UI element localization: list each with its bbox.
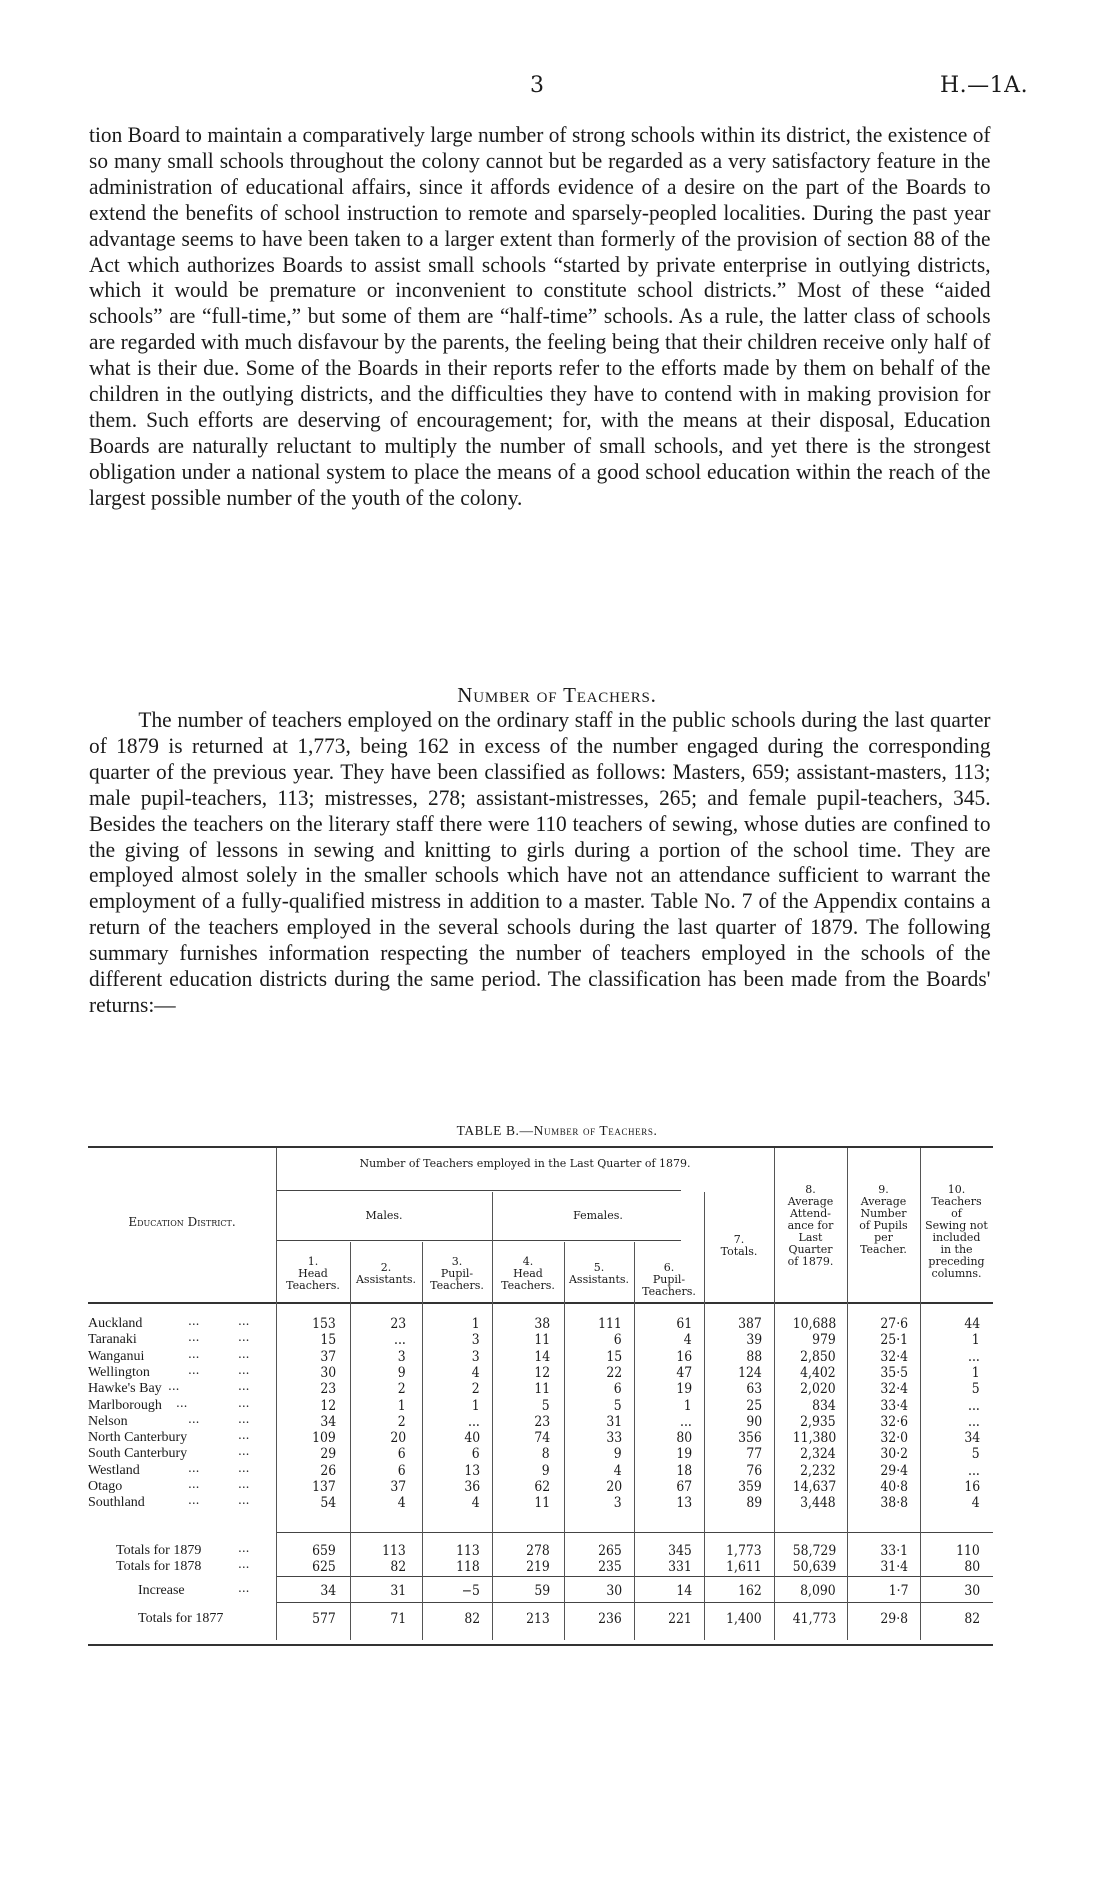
cell-col10: 44 (964, 1316, 980, 1332)
cell-col6: ... (680, 1413, 692, 1430)
cell-col5: 111 (598, 1316, 622, 1332)
leader-dots: ... (238, 1346, 250, 1361)
header-education-district: Education District. (128, 1215, 236, 1229)
cell-col4: 11 (534, 1381, 550, 1398)
header-col3-pupil-teachers (422, 1256, 492, 1292)
cell-col8: 3,448 (800, 1495, 836, 1512)
header-line: in the (940, 1243, 973, 1256)
cell-col10: 16 (964, 1479, 980, 1495)
header-line: Teacher. (860, 1243, 907, 1256)
cell-col5: 31 (606, 1413, 622, 1430)
cell-col2: 2 (398, 1381, 406, 1398)
table-row (88, 1330, 993, 1349)
cell-col10: 1 (972, 1364, 980, 1381)
leader-dots: ... (238, 1460, 250, 1475)
header-col1-head-teachers (276, 1256, 350, 1292)
cell-col9: 32·4 (880, 1348, 908, 1365)
cell-col5: 4 (614, 1462, 622, 1479)
table-row (88, 1411, 993, 1430)
cell-col1: 26 (320, 1462, 336, 1479)
teachers-table (88, 1146, 993, 1626)
header-line: 6. (663, 1261, 675, 1274)
cell-col2: 31 (390, 1583, 406, 1599)
cell-col9: 32·6 (880, 1413, 908, 1430)
leader-dots: ... (238, 1493, 250, 1508)
cell-col8: 979 (812, 1332, 836, 1349)
cell-col10: 4 (972, 1495, 980, 1512)
cell-col4: 213 (526, 1611, 550, 1627)
table-rule (276, 1190, 681, 1191)
header-line: Last (798, 1231, 823, 1244)
cell-col9: 31·4 (880, 1559, 908, 1575)
cell-col7: 124 (738, 1364, 762, 1381)
header-line: 7. (733, 1233, 745, 1246)
cell-col2: 1 (398, 1397, 406, 1414)
cell-col4: 14 (534, 1348, 550, 1365)
table-row (88, 1362, 993, 1381)
cell-col4: 74 (534, 1430, 550, 1447)
cell-col9: 33·4 (880, 1397, 908, 1414)
cell-col9: 27·6 (880, 1316, 908, 1332)
header-line: Quarter (788, 1243, 833, 1256)
cell-col10: ... (968, 1397, 980, 1414)
header-line: of 1879. (787, 1255, 834, 1268)
cell-col7: 356 (738, 1430, 762, 1447)
cell-col2: 113 (382, 1543, 406, 1559)
cell-col5: 265 (598, 1543, 622, 1559)
cell-col4: 5 (542, 1397, 550, 1414)
header-line: 1. (307, 1255, 319, 1268)
header-line: 4. (522, 1255, 534, 1268)
leader-dots: ... (238, 1581, 250, 1595)
cell-col4: 278 (526, 1543, 550, 1559)
header-line: 5. (593, 1261, 605, 1274)
cell-col10: ... (968, 1413, 980, 1430)
leader-dots: ... (188, 1314, 200, 1328)
table-caption (0, 1123, 1114, 1139)
cell-col5: 30 (606, 1583, 622, 1599)
cell-col8: 4,402 (800, 1364, 836, 1381)
leader-dots: ... (238, 1395, 250, 1410)
header-col9-pupils-per-teacher (847, 1184, 920, 1256)
header-line: Head (298, 1267, 328, 1280)
row-label: Westland (88, 1462, 140, 1478)
cell-col8: 14,637 (792, 1479, 836, 1495)
cell-col5: 6 (614, 1332, 622, 1349)
cell-col1: 34 (320, 1413, 336, 1430)
table-row (88, 1479, 993, 1493)
cell-col6: 13 (676, 1495, 692, 1512)
cell-col10: 30 (964, 1583, 980, 1599)
cell-col2: 20 (390, 1430, 406, 1447)
cell-col1: 29 (320, 1446, 336, 1463)
table-row (88, 1379, 993, 1398)
cell-col10: 110 (956, 1543, 980, 1559)
header-line: Number (860, 1207, 907, 1220)
cell-col4: 11 (534, 1332, 550, 1349)
header-line: Teachers. (286, 1279, 340, 1292)
cell-col7: 162 (738, 1583, 762, 1599)
cell-col2: 2 (398, 1413, 406, 1430)
leader-dots: ... (188, 1477, 200, 1491)
table-row (88, 1395, 993, 1414)
cell-col5: 9 (614, 1446, 622, 1463)
cell-col2: 23 (390, 1316, 406, 1332)
cell-col10: 82 (964, 1611, 980, 1627)
row-label: Wanganui (88, 1348, 145, 1364)
cell-col4: 59 (534, 1583, 550, 1599)
cell-col6: 47 (676, 1364, 692, 1381)
leader-dots: ... (238, 1330, 250, 1345)
cell-col6: 1 (684, 1397, 692, 1414)
header-line: Head (513, 1267, 543, 1280)
cell-col9: 25·1 (880, 1332, 908, 1349)
cell-col7: 25 (746, 1397, 762, 1414)
row-label: Southland (88, 1495, 145, 1511)
header-line: 10. (947, 1183, 966, 1196)
cell-col1: 37 (320, 1348, 336, 1365)
header-line: columns. (931, 1267, 982, 1280)
cell-col2: 82 (390, 1559, 406, 1575)
cell-col3: −5 (461, 1583, 480, 1599)
cell-col4: 219 (526, 1559, 550, 1575)
row-label: Taranaki (88, 1332, 137, 1348)
totals-row (88, 1543, 993, 1557)
header-col6-pupil-teachers (634, 1262, 704, 1298)
leader-dots: ... (238, 1411, 250, 1426)
cell-col3: 13 (464, 1462, 480, 1479)
cell-col1: 625 (312, 1559, 336, 1575)
cell-col5: 33 (606, 1430, 622, 1447)
leader-dots: ... (238, 1379, 250, 1394)
cell-col1: 54 (320, 1495, 336, 1512)
row-label: Wellington (88, 1364, 150, 1380)
leader-dots: ... (238, 1444, 250, 1459)
header-line: preceding (928, 1255, 985, 1268)
leader-dots: ... (188, 1493, 200, 1508)
header-number-of-teachers: Number of Teachers employed in the Last Quarter of 1879. (359, 1157, 691, 1170)
cell-col8: 2,324 (800, 1446, 836, 1463)
cell-col5: 236 (598, 1611, 622, 1627)
row-label: Totals for 1879 (116, 1543, 202, 1558)
cell-col3: 118 (456, 1559, 480, 1575)
cell-col7: 1,611 (726, 1559, 762, 1575)
leader-dots: ... (238, 1477, 250, 1491)
cell-col10: 34 (964, 1430, 980, 1447)
header-line: Assistants. (568, 1273, 630, 1286)
cell-col6: 80 (676, 1430, 692, 1447)
row-label: North Canterbury (88, 1430, 188, 1446)
cell-col3: 40 (464, 1430, 480, 1447)
cell-col4: 11 (534, 1495, 550, 1512)
cell-col9: 38·8 (880, 1495, 908, 1512)
cell-col7: 88 (746, 1348, 762, 1365)
table-rule (276, 1240, 681, 1241)
header-line: Teachers. (430, 1279, 484, 1292)
leader-dots: ... (188, 1460, 200, 1475)
page-number: 3 (530, 73, 544, 98)
cell-col8: 41,773 (792, 1611, 836, 1627)
cell-col7: 1,773 (726, 1543, 762, 1559)
paragraph-aided-schools (89, 122, 991, 511)
cell-col7: 359 (738, 1479, 762, 1495)
cell-col2: ... (394, 1332, 406, 1349)
header-line: Teachers (931, 1195, 982, 1208)
cell-col9: 33·1 (880, 1543, 908, 1559)
cell-col10: 80 (964, 1559, 980, 1575)
cell-col6: 67 (676, 1479, 692, 1495)
cell-col3: ... (468, 1413, 480, 1430)
table-header-bottom-rule (88, 1302, 993, 1304)
header-line: of (951, 1207, 962, 1220)
header-line: included (932, 1231, 981, 1244)
leader-dots: ... (188, 1346, 200, 1361)
document-reference: H.—1A. (940, 73, 1029, 98)
cell-col9: 30·2 (880, 1446, 908, 1463)
cell-col7: 387 (738, 1316, 762, 1332)
header-line: Teachers. (501, 1279, 555, 1292)
cell-col8: 10,688 (792, 1316, 836, 1332)
cell-col4: 12 (534, 1364, 550, 1381)
cell-col7: 90 (746, 1413, 762, 1430)
cell-col7: 39 (746, 1332, 762, 1349)
cell-col8: 2,020 (800, 1381, 836, 1398)
row-label: Increase (138, 1583, 185, 1598)
header-line: Pupil- (440, 1267, 474, 1280)
header-line: 8. (805, 1183, 816, 1196)
cell-col1: 577 (312, 1611, 336, 1627)
cell-col2: 6 (398, 1446, 406, 1463)
leader-dots: ... (188, 1411, 200, 1426)
header-line: Assistants. (355, 1273, 417, 1286)
cell-col4: 9 (542, 1462, 550, 1479)
cell-col3: 36 (464, 1479, 480, 1495)
cell-col3: 4 (472, 1495, 480, 1512)
cell-col3: 1 (472, 1316, 480, 1332)
cell-col2: 4 (398, 1495, 406, 1512)
leader-dots: ... (238, 1314, 250, 1328)
table-row (88, 1493, 993, 1512)
cell-col8: 834 (812, 1397, 836, 1414)
totals-row (88, 1559, 993, 1573)
cell-col6: 14 (676, 1583, 692, 1599)
totals-1877-row (88, 1611, 993, 1625)
cell-col10: ... (968, 1348, 980, 1365)
header-col4-head-teachers (492, 1256, 564, 1292)
cell-col3: 2 (472, 1381, 480, 1398)
cell-col7: 89 (746, 1495, 762, 1512)
leader-dots: ... (238, 1428, 250, 1443)
cell-col9: 40·8 (880, 1479, 908, 1495)
cell-col9: 1·7 (888, 1583, 908, 1599)
cell-col3: 4 (472, 1364, 480, 1381)
cell-col6: 61 (676, 1316, 692, 1332)
header-line: per (874, 1231, 893, 1244)
paragraph-number-of-teachers (89, 707, 991, 1018)
cell-col6: 4 (684, 1332, 692, 1349)
header-line: 3. (451, 1255, 463, 1268)
paragraph-text: The number of teachers employed on the ordinary staff in the public schools during the last quarter of 1879 is returned at 1,773, being 162 in excess of the number engaged during the corresponding quarter of the previous year. They have been classified as follows: Masters, 659; assistant-masters, 113; male pupil-teachers, 113; mistresses, 278; assistant-mistresses, 265; and female pupil-teachers, 345. Besides the teachers on the literary staff there were 110 teachers of sewing, whose duties are confined to the giving of lessons in sewing and knitting to girls during a portion of the school time. They are employed almost solely in the smaller schools which have not an attendance sufficient to warrant the employment of a fully-qualified mistress in addition to a master. Table No. 7 of the Appendix contains a return of the teachers employed in the several schools during the last quarter of 1879. The following summary furnishes information respecting the number of teachers employed in the schools of the different education districts during the same period. The classification has been made from the Boards' returns:— (89, 707, 991, 1017)
paragraph-text: tion Board to maintain a comparatively large number of strong schools within its district, the existence of so many small schools throughout the colony cannot but be regarded as a very satisfactory feature in the administration of educational affairs, since it affords evidence of a desire on the part of the Boards to extend the benefits of school instruction to remote and sparsely-peopled localities. During the past year advantage seems to have been taken to a larger extent than formerly of the provision of section 88 of the Act which authorizes Boards to assist small schools “started by private enterprise in outlying districts, which it would be premature or inconvenient to constitute school districts.” Most of these “aided schools” are “full-time,” but some of them are “half-time” schools. As a rule, the latter class of schools are regarded with much disfavour by the parents, the feeling being that their children receive only half of what is their due. Some of the Boards in their reports refer to the efforts made by them on behalf of the children in the outlying districts, and the difficulties they have to contend with in making provision for them. Such efforts are deserving of encouragement; for, with the means at their disposal, Education Boards are naturally reluctant to multiply the number of small schools, and yet there is the strongest obligation under a national system to place the means of a good school education within the reach of the largest possible number of the youth of the colony. (89, 122, 991, 510)
cell-col6: 345 (668, 1543, 692, 1559)
cell-col1: 109 (312, 1430, 336, 1447)
header-line: Sewing not (925, 1219, 988, 1232)
row-label: Totals for 1878 (116, 1559, 202, 1574)
cell-col4: 62 (534, 1479, 550, 1495)
header-line: 2. (380, 1261, 392, 1274)
table-row (88, 1444, 993, 1463)
cell-col8: 8,090 (800, 1583, 836, 1599)
header-females: Females. (573, 1209, 623, 1222)
header-col10-sewing-teachers (920, 1184, 993, 1280)
cell-col5: 3 (614, 1495, 622, 1512)
cell-col10: 5 (972, 1446, 980, 1463)
cell-col6: 19 (676, 1446, 692, 1463)
cell-col10: 1 (972, 1332, 980, 1349)
cell-col7: 63 (746, 1381, 762, 1398)
row-label: Otago (88, 1479, 123, 1494)
cell-col9: 35·5 (880, 1364, 908, 1381)
cell-col6: 19 (676, 1381, 692, 1398)
cell-col8: 2,935 (800, 1413, 836, 1430)
cell-col2: 9 (398, 1364, 406, 1381)
leader-dots: ... (176, 1395, 188, 1410)
cell-col1: 137 (312, 1479, 336, 1495)
cell-col1: 153 (312, 1316, 336, 1332)
cell-col5: 235 (598, 1559, 622, 1575)
cell-col2: 71 (390, 1611, 406, 1627)
leader-dots: ... (168, 1379, 180, 1394)
leader-dots: ... (238, 1557, 250, 1571)
cell-col2: 6 (398, 1462, 406, 1479)
cell-col6: 16 (676, 1348, 692, 1365)
cell-col1: 12 (320, 1397, 336, 1414)
cell-col5: 22 (606, 1364, 622, 1381)
cell-col10: ... (968, 1462, 980, 1479)
cell-col7: 77 (746, 1446, 762, 1463)
cell-col5: 15 (606, 1348, 622, 1365)
cell-col1: 659 (312, 1543, 336, 1559)
leader-dots: ... (238, 1362, 250, 1377)
header-col8-average-attendance (774, 1184, 847, 1268)
table-row (88, 1428, 993, 1447)
header-line: Average (860, 1195, 907, 1208)
header-males: Males. (365, 1209, 403, 1222)
cell-col8: 50,639 (792, 1559, 836, 1575)
cell-col1: 30 (320, 1364, 336, 1381)
header-col7-totals (704, 1234, 774, 1258)
header-line: Attend- (790, 1207, 831, 1220)
cell-col10: 5 (972, 1381, 980, 1398)
cell-col3: 1 (472, 1397, 480, 1414)
header-line: Totals. (720, 1245, 758, 1258)
cell-col9: 32·0 (880, 1430, 908, 1447)
cell-col2: 37 (390, 1479, 406, 1495)
cell-col9: 29·8 (880, 1611, 908, 1627)
leader-dots: ... (238, 1541, 250, 1555)
cell-col1: 23 (320, 1381, 336, 1398)
table-row (88, 1346, 993, 1365)
cell-col4: 23 (534, 1413, 550, 1430)
table-caption-prefix: TABLE B.— (456, 1123, 534, 1138)
table-bottom-rule (88, 1644, 993, 1646)
table-row (88, 1460, 993, 1479)
cell-col3: 82 (464, 1611, 480, 1627)
row-label: Auckland (88, 1316, 143, 1331)
cell-col8: 2,232 (800, 1462, 836, 1479)
cell-col1: 15 (320, 1332, 336, 1349)
row-label: Totals for 1877 (138, 1611, 224, 1626)
row-label: Marlborough (88, 1397, 162, 1413)
header-col5-assistants (564, 1262, 634, 1286)
cell-col9: 32·4 (880, 1381, 908, 1398)
cell-col2: 3 (398, 1348, 406, 1365)
cell-col8: 2,850 (800, 1348, 836, 1365)
cell-col8: 58,729 (792, 1543, 836, 1559)
cell-col6: 331 (668, 1559, 692, 1575)
leader-dots: ... (188, 1330, 200, 1345)
table-caption-title: Number of Teachers. (533, 1123, 658, 1138)
table-top-rule (88, 1146, 993, 1148)
row-label: South Canterbury (88, 1446, 188, 1462)
cell-col9: 29·4 (880, 1462, 908, 1479)
cell-col8: 11,380 (792, 1430, 836, 1447)
cell-col3: 3 (472, 1348, 480, 1365)
header-col2-assistants (350, 1262, 422, 1286)
header-line: 9. (878, 1183, 889, 1196)
increase-row (88, 1583, 993, 1597)
header-line: of Pupils (859, 1219, 908, 1232)
row-label: Nelson (88, 1413, 128, 1429)
cell-col5: 20 (606, 1479, 622, 1495)
table-row (88, 1316, 993, 1330)
cell-col3: 3 (472, 1332, 480, 1349)
cell-col7: 76 (746, 1462, 762, 1479)
cell-col3: 113 (456, 1543, 480, 1559)
cell-col5: 6 (614, 1381, 622, 1398)
cell-col4: 38 (534, 1316, 550, 1332)
header-line: ance for (787, 1219, 834, 1232)
cell-col4: 8 (542, 1446, 550, 1463)
section-heading: Number of Teachers. (457, 683, 657, 707)
leader-dots: ... (188, 1362, 200, 1377)
row-label: Hawke's Bay (88, 1381, 162, 1397)
cell-col7: 1,400 (726, 1611, 762, 1627)
cell-col6: 221 (668, 1611, 692, 1627)
header-line: Average (787, 1195, 834, 1208)
cell-col5: 5 (614, 1397, 622, 1414)
header-line: Teachers. (642, 1285, 696, 1298)
cell-col3: 6 (472, 1446, 480, 1463)
cell-col1: 34 (320, 1583, 336, 1599)
cell-col6: 18 (676, 1462, 692, 1479)
header-line: Pupil- (652, 1273, 686, 1286)
